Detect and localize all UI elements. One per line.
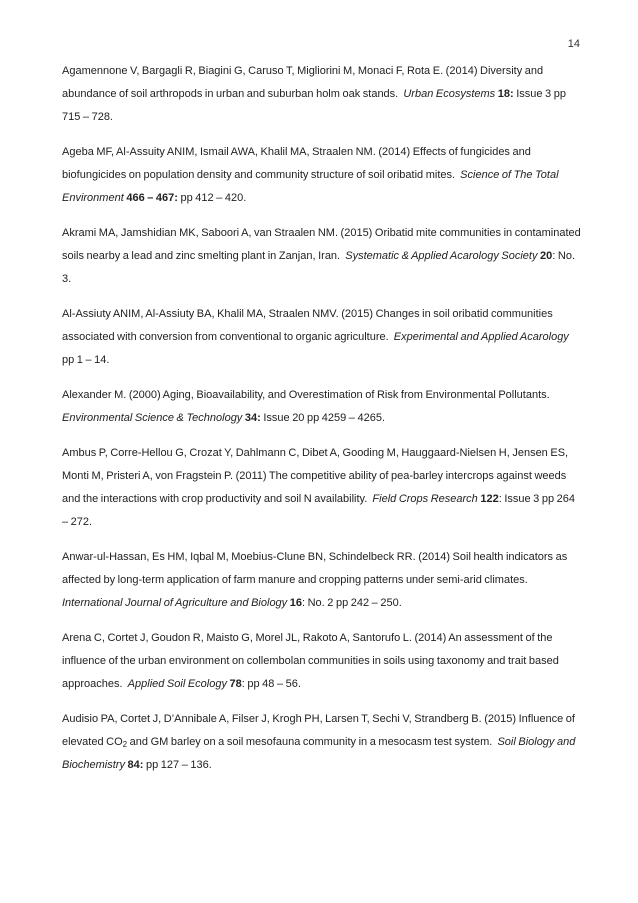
reference-entry	[62, 627, 582, 696]
reference-journal: Systematic & Applied Acarology Society	[345, 250, 538, 262]
reference-subscript: 2	[122, 740, 128, 749]
reference-details: pp 127 – 136.	[146, 759, 212, 771]
reference-entry	[62, 141, 582, 210]
reference-journal: Applied Soil Ecology	[127, 678, 227, 690]
reference-volume: 20	[540, 250, 553, 262]
reference-details: pp 412 – 420.	[180, 192, 247, 204]
reference-volume: 78	[229, 678, 242, 690]
reference-journal: Science of The Total Environment	[62, 169, 559, 204]
reference-journal: Soil Biology and Biochemistry	[62, 736, 576, 771]
reference-volume: 16	[289, 597, 302, 609]
reference-authors: Ambus P, Corre-Hellou G, Crozat Y, Dahlmann C, Dibet A, Gooding M, Hauggaard-Nielsen H, Jensen ES, Monti M, Pristeri A, von Fragstein P. (2011) The competitive ability of pea-barley intercrops against weeds and the interactions with crop productivity and soil N availability.	[62, 447, 569, 505]
reference-details: Issue 20 pp 4259 – 4265.	[263, 412, 386, 424]
reference-entry	[62, 303, 582, 372]
reference-journal: International Journal of Agriculture and Biology	[62, 597, 288, 609]
reference-details: pp 1 – 14.	[62, 354, 110, 366]
reference-list	[62, 60, 582, 789]
reference-authors-continued: and GM barley on a soil mesofauna community in a mesocasm test system.	[127, 736, 493, 748]
reference-journal: Field Crops Research	[372, 493, 478, 505]
reference-journal: Experimental and Applied Acarology	[393, 331, 569, 343]
reference-authors: Ageba MF, Al-Assuity ANIM, Ismail AWA, Khalil MA, Straalen NM. (2014) Effects of fungicides and biofungicides on population density and community structure of soil oribatid mites.	[62, 146, 531, 181]
reference-authors: Audisio PA, Cortet J, D’Annibale A, Filser J, Krogh PH, Larsen T, Sechi V, Strandberg B. (2015) Influence of elevated CO	[62, 713, 575, 748]
reference-volume: 18:	[497, 88, 514, 100]
reference-entry	[62, 708, 582, 777]
reference-authors: Akrami MA, Jamshidian MK, Saboori A, van Straalen NM. (2015) Oribatid mite communities in contaminated soils nearby a lead and zinc smelting plant in Zanjan, Iran.	[62, 227, 581, 262]
reference-entry	[62, 222, 582, 291]
reference-journal: Urban Ecosystems	[403, 88, 496, 100]
reference-details: : No. 3.	[62, 250, 575, 285]
reference-details: : No. 2 pp 242 – 250.	[302, 597, 402, 609]
reference-entry	[62, 60, 582, 129]
reference-authors: Agamennone V, Bargagli R, Biagini G, Caruso T, Migliorini M, Monaci F, Rota E. (2014) Diversity and abundance of soil arthropods in urban and suburban holm oak stands.	[62, 65, 544, 100]
reference-entry	[62, 546, 582, 615]
page-number: 14	[567, 38, 580, 50]
reference-details: : pp 48 – 56.	[241, 678, 301, 690]
reference-authors: Anwar-ul-Hassan, Es HM, Iqbal M, Moebius-Clune BN, Schindelbeck RR. (2014) Soil health indicators as affected by long-term application of farm manure and cropping patterns under semi-arid climates.	[62, 551, 568, 586]
reference-entry	[62, 384, 582, 430]
reference-entry	[62, 442, 582, 534]
reference-authors: Arena C, Cortet J, Goudon R, Maisto G, Morel JL, Rakoto A, Santorufo L. (2014) An assessment of the influence of the urban environment on collembolan communities in soils using taxonomy and trait based approaches.	[62, 632, 559, 690]
reference-journal: Environmental Science & Technology	[62, 412, 243, 424]
reference-authors: Alexander M. (2000) Aging, Bioavailability, and Overestimation of Risk from Environmental Pollutants.	[62, 389, 550, 401]
reference-volume: 122	[480, 493, 499, 505]
reference-volume: 84:	[127, 759, 144, 771]
reference-volume: 34:	[244, 412, 261, 424]
reference-volume: 466 – 467:	[126, 192, 178, 204]
reference-details: Issue 3 pp 715 – 728.	[62, 88, 566, 123]
reference-details: : Issue 3 pp 264 – 272.	[62, 493, 575, 528]
reference-authors: Al-Assiuty ANIM, Al-Assiuty BA, Khalil MA, Straalen NMV. (2015) Changes in soil oribatid communities associated with conversion from conventional to organic agriculture.	[62, 308, 553, 343]
